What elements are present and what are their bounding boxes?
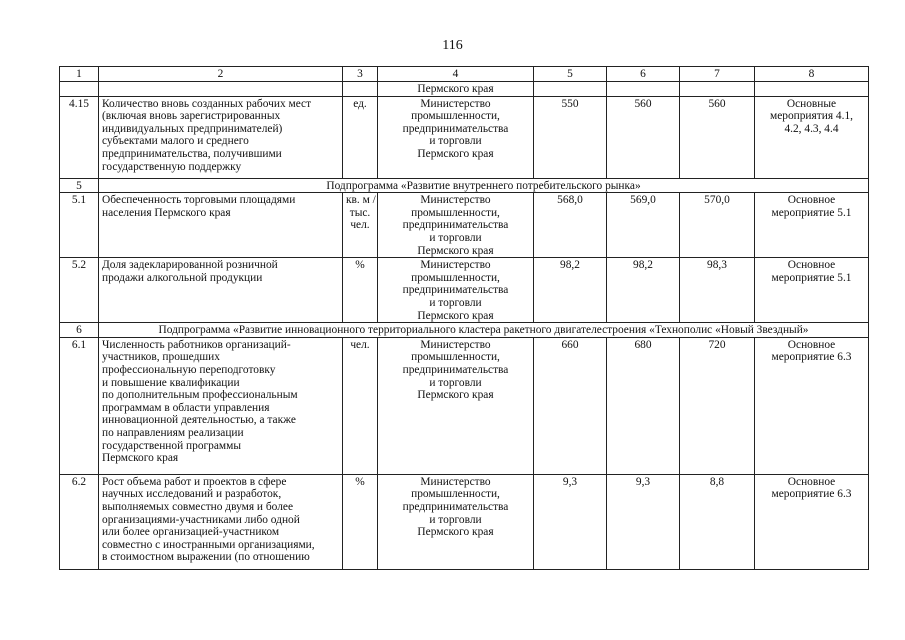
indicator-name — [99, 96, 343, 178]
value-year-1: 550 — [534, 96, 607, 178]
indicator-name-line: научных исследований и разработок, — [102, 488, 282, 501]
row-number: 5.2 — [60, 258, 99, 323]
indicator-name — [99, 258, 343, 323]
measure-cell — [755, 193, 869, 258]
measure-cell — [755, 337, 869, 474]
section-row — [60, 178, 869, 193]
measure-cell-line: 4.2, 4.3, 4.4 — [784, 122, 839, 135]
subprogram-title: Подпрограмма «Развитие внутреннего потребительского рынка» — [99, 178, 869, 193]
responsible-org — [378, 96, 534, 178]
row-number: 5 — [60, 178, 99, 193]
unit-cell-line: чел. — [350, 338, 370, 351]
unit-cell — [343, 474, 378, 569]
value-year-2: 569,0 — [607, 193, 680, 258]
responsible-org — [378, 474, 534, 569]
value-year-3: 720 — [680, 337, 755, 474]
measure-cell — [755, 474, 869, 569]
measure-cell-line: мероприятие 5.1 — [771, 206, 852, 219]
header-cell: 5 — [534, 67, 607, 82]
value-year-2: 98,2 — [607, 258, 680, 323]
responsible-org-line: Пермского края — [417, 147, 494, 160]
unit-cell-line: тыс. — [349, 206, 371, 219]
indicator-name-line: инновационной деятельностью, а также — [102, 414, 296, 427]
unit-cell-line: % — [355, 259, 365, 272]
responsible-org — [378, 337, 534, 474]
indicator-name-line: профессиональную переподготовку — [102, 363, 276, 376]
unit-cell-line: % — [355, 475, 365, 488]
value-year-3: 560 — [680, 96, 755, 178]
value-year-1: 9,3 — [534, 474, 607, 569]
indicator-name-line: организациями-участниками либо одной — [102, 513, 300, 526]
indicator-name-line: и повышение квалификации — [102, 376, 240, 389]
indicator-name-line: Рост объема работ и проектов в сфере — [102, 475, 287, 488]
responsible-org-line: промышленности, — [411, 206, 500, 219]
unit-cell — [343, 258, 378, 323]
row-number: 5.1 — [60, 193, 99, 258]
indicator-name-line: Доля задекларированной розничной — [102, 259, 278, 272]
responsible-org-line: и торговли — [429, 376, 482, 389]
indicator-name — [99, 474, 343, 569]
row-number: 6 — [60, 323, 99, 338]
responsible-org-line: промышленности, — [411, 110, 500, 123]
subprogram-title: Подпрограмма «Развитие инновационного территориального кластера ракетного двигателестроения «Технополис «Новый Звездный» — [99, 323, 869, 338]
page-number: 116 — [442, 38, 463, 53]
value-year-2: 9,3 — [607, 474, 680, 569]
indicator-name-line: субъектами малого и среднего — [102, 135, 249, 148]
responsible-org-line: промышленности, — [411, 351, 500, 364]
header-cell: 6 — [607, 67, 680, 82]
indicator-name-line: программам в области управления — [102, 401, 270, 414]
responsible-org-line: Пермского края — [417, 389, 494, 402]
responsible-org-line: предпринимательства — [402, 500, 509, 513]
measure-cell-line: Основное — [787, 475, 836, 488]
indicator-name-line: продажи алкогольной продукции — [102, 271, 263, 284]
measure-cell-line: мероприятия 4.1, — [769, 110, 854, 123]
responsible-org-line: Пермского края — [417, 526, 494, 539]
header-row — [60, 67, 869, 82]
row-number: 4.15 — [60, 96, 99, 178]
responsible-org-line: и торговли — [429, 513, 482, 526]
responsible-org-line: предпринимательства — [402, 219, 509, 232]
indicator-name-line: Пермского края — [102, 452, 179, 465]
responsible-org-line: предпринимательства — [402, 122, 509, 135]
indicator-name-line: совместно с иностранными организациями, — [102, 538, 315, 551]
section-row — [60, 323, 869, 338]
responsible-org-line: предпринимательства — [402, 284, 509, 297]
unit-cell-line: кв. м / — [346, 194, 376, 207]
unit-cell-line: чел. — [350, 219, 370, 232]
responsible-org-line: и торговли — [429, 296, 482, 309]
responsible-org-line: Министерство — [420, 259, 491, 272]
table-row — [60, 258, 869, 323]
table-row — [60, 96, 869, 178]
indicator-name-line: индивидуальных предпринимателей) — [102, 122, 283, 135]
table-body — [60, 67, 869, 570]
continuation-row — [60, 82, 869, 97]
value-year-1: 660 — [534, 337, 607, 474]
table-row — [60, 193, 869, 258]
unit-cell — [343, 96, 378, 178]
measure-cell-line: мероприятие 5.1 — [771, 271, 852, 284]
responsible-org-line: промышленности, — [411, 488, 500, 501]
table-row — [60, 337, 869, 474]
responsible-org-line: Министерство — [420, 194, 491, 207]
header-cell: 1 — [60, 67, 99, 82]
value-year-1: 98,2 — [534, 258, 607, 323]
responsible-org-line: и торговли — [429, 135, 482, 148]
indicator-name-line: государственной программы — [102, 439, 242, 452]
measure-cell-line: Основные — [786, 97, 837, 110]
responsible-org-line: Пермского края — [417, 309, 494, 322]
indicator-name-line: участников, прошедших — [102, 351, 220, 364]
measure-cell-line: Основное — [787, 338, 836, 351]
responsible-org — [378, 258, 534, 323]
indicator-name-line: предпринимательства, получившими — [102, 147, 282, 160]
value-year-3: 98,3 — [680, 258, 755, 323]
continued-org-cell: Пермского края — [378, 82, 534, 97]
indicator-name-line: в стоимостном выражении (по отношению — [102, 551, 310, 564]
measure-cell-line: Основное — [787, 259, 836, 272]
indicator-name-line: Количество вновь созданных рабочих мест — [102, 97, 312, 110]
header-cell: 7 — [680, 67, 755, 82]
header-cell: 3 — [343, 67, 378, 82]
responsible-org-line: Пермского края — [417, 244, 494, 257]
row-number: 6.2 — [60, 474, 99, 569]
unit-cell-line: ед. — [353, 97, 367, 110]
responsible-org-line: и торговли — [429, 231, 482, 244]
responsible-org-line: Министерство — [420, 475, 491, 488]
row-number: 6.1 — [60, 337, 99, 474]
measure-cell-line: Основное — [787, 194, 836, 207]
indicator-name-line: государственную поддержку — [102, 160, 242, 173]
value-year-1: 568,0 — [534, 193, 607, 258]
value-year-2: 560 — [607, 96, 680, 178]
responsible-org — [378, 193, 534, 258]
responsible-org-line: промышленности, — [411, 271, 500, 284]
value-year-3: 8,8 — [680, 474, 755, 569]
header-cell: 2 — [99, 67, 343, 82]
responsible-org-line: Министерство — [420, 97, 491, 110]
measure-cell — [755, 96, 869, 178]
indicators-table — [59, 66, 869, 570]
responsible-org-line: предпринимательства — [402, 363, 509, 376]
unit-cell — [343, 337, 378, 474]
header-cell: 8 — [755, 67, 869, 82]
header-cell: 4 — [378, 67, 534, 82]
value-year-3: 570,0 — [680, 193, 755, 258]
value-year-2: 680 — [607, 337, 680, 474]
measure-cell-line: мероприятие 6.3 — [771, 488, 852, 501]
measure-cell-line: мероприятие 6.3 — [771, 351, 852, 364]
indicator-name — [99, 193, 343, 258]
indicator-name-line: выполняемых совместно двумя и более — [102, 500, 294, 513]
indicator-name-line: Обеспеченность торговыми площадями — [102, 194, 296, 207]
table-row — [60, 474, 869, 569]
unit-cell — [343, 193, 378, 258]
indicator-name — [99, 337, 343, 474]
indicator-name-line: по дополнительным профессиональным — [102, 389, 298, 402]
indicator-name-line: или более организацией-участником — [102, 526, 280, 539]
indicator-name-line: Численность работников организаций- — [102, 338, 291, 351]
indicator-name-line: населения Пермского края — [102, 206, 231, 219]
measure-cell — [755, 258, 869, 323]
indicator-name-line: (включая вновь зарегистрированных — [102, 110, 281, 123]
indicator-name-line: по направлениям реализации — [102, 426, 244, 439]
responsible-org-line: Министерство — [420, 338, 491, 351]
